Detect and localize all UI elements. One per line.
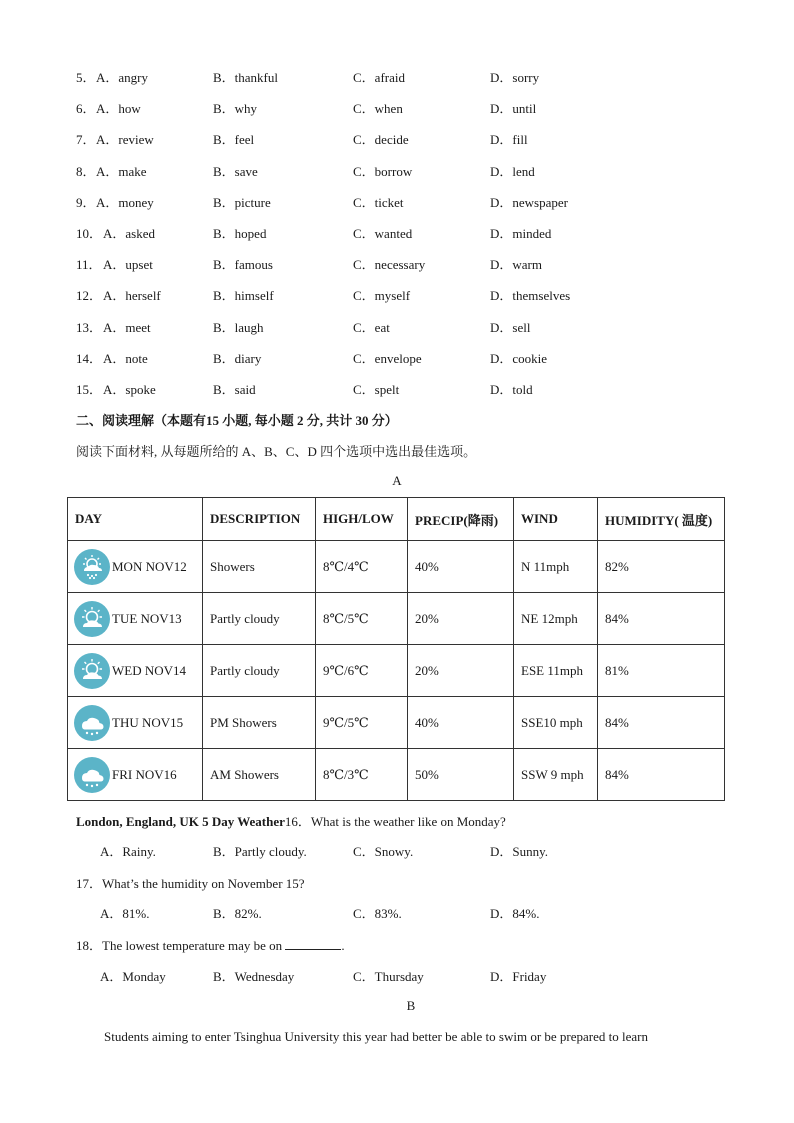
sun-cloud-rain-icon [74, 549, 110, 585]
humidity-cell: 81% [598, 645, 725, 697]
day-cell [68, 749, 203, 801]
option-c[interactable]: C．necessary [353, 257, 426, 273]
option-a[interactable]: A．herself [103, 288, 161, 304]
wind-cell: N 11mph [514, 541, 598, 593]
description-cell: AM Showers [203, 749, 316, 801]
question-row [76, 349, 636, 369]
cloud-rain-icon [74, 757, 110, 793]
option-d[interactable]: D．fill [490, 132, 528, 148]
question-row [76, 318, 636, 338]
option-a[interactable]: A．note [103, 350, 148, 366]
day-label: MON NOV12 [112, 558, 187, 574]
option-b[interactable]: B．laugh [213, 319, 264, 335]
weather-row [68, 697, 725, 749]
option-d[interactable]: D．warm [490, 257, 542, 273]
option-b[interactable]: B．diary [213, 350, 262, 366]
header-description: DESCRIPTION [203, 498, 316, 541]
weather-row [68, 541, 725, 593]
passage-b-text: Students aiming to enter Tsinghua University this year had better be able to swim or be prepared to learn [104, 1029, 648, 1044]
option-d[interactable]: D．sorry [490, 70, 540, 85]
weather-table-header [68, 498, 725, 541]
header-wind: WIND [514, 498, 598, 541]
option-b[interactable]: B．save [213, 163, 258, 179]
option-d[interactable]: D．sell [490, 319, 531, 335]
question-row [76, 68, 636, 88]
wind-cell: NE 12mph [514, 593, 598, 645]
option-a[interactable]: A．how [96, 101, 141, 117]
high-low-cell: 8℃/5℃ [316, 593, 408, 645]
humidity-cell: 84% [598, 593, 725, 645]
question-row [76, 193, 636, 213]
partly-cloudy-icon [74, 601, 110, 637]
partly-cloudy-icon [74, 653, 110, 689]
header-high-low: HIGH/LOW [316, 498, 408, 541]
option-d[interactable]: D．told [490, 382, 533, 397]
question-row [76, 99, 636, 119]
precip-cell: 40% [408, 541, 514, 593]
humidity-cell: 82% [598, 541, 725, 593]
option-a[interactable]: A．money [96, 194, 154, 210]
day-label: WED NOV14 [112, 662, 187, 678]
option-b[interactable]: B．feel [213, 132, 255, 148]
weather-row [68, 749, 725, 801]
precip-cell: 50% [408, 749, 514, 801]
header-humidity: HUMIDITY( 温度) [598, 498, 725, 541]
option-d[interactable]: D．lend [490, 163, 535, 179]
weather-row [68, 645, 725, 697]
q17-option-d[interactable]: D．84%. [490, 906, 540, 921]
question-number: 6． [76, 101, 96, 117]
option-b[interactable]: B．said [213, 382, 256, 397]
description-cell: Partly cloudy [203, 593, 316, 645]
option-a[interactable]: A．review [96, 132, 154, 148]
option-d[interactable]: D．newspaper [490, 194, 568, 210]
day-cell [68, 541, 203, 593]
precip-cell: 20% [408, 645, 514, 697]
option-c[interactable]: C．ticket [353, 194, 404, 210]
option-b[interactable]: B．hoped [213, 226, 267, 241]
question-number: 9． [76, 194, 96, 210]
wind-cell: SSE10 mph [514, 697, 598, 749]
q16-option-a[interactable]: A．Rainy. [100, 844, 156, 859]
question-row [76, 130, 636, 150]
question-number: 8． [76, 163, 96, 179]
day-cell [68, 593, 203, 645]
wind-cell: ESE 11mph [514, 645, 598, 697]
q18-option-b[interactable]: B．Wednesday [213, 969, 295, 984]
cloud-rain-icon [74, 705, 110, 741]
high-low-cell: 8℃/4℃ [316, 541, 408, 593]
q16-option-d[interactable]: D．Sunny. [490, 844, 549, 859]
header-precip: PRECIP(降雨) [408, 498, 514, 541]
option-a[interactable]: A．spoke [103, 382, 156, 397]
question-row [76, 286, 636, 306]
option-c[interactable]: C．envelope [353, 350, 422, 366]
question-number: 13． [76, 319, 103, 335]
question-row [76, 255, 636, 275]
option-c[interactable]: C．myself [353, 288, 411, 304]
question-number: 5． [76, 70, 96, 85]
description-cell: Showers [203, 541, 316, 593]
option-b[interactable]: B．famous [213, 257, 273, 273]
q17-stem: 17．What’s the humidity on November 15? [76, 876, 305, 891]
option-c[interactable]: C．borrow [353, 163, 413, 179]
precip-cell: 20% [408, 593, 514, 645]
weather-caption: London, England, UK 5 Day Weather [76, 814, 285, 829]
q17-option-b[interactable]: B．82%. [213, 906, 262, 921]
weather-table [67, 497, 725, 801]
option-d[interactable]: D．until [490, 101, 537, 117]
q18-blank [285, 937, 341, 950]
option-a[interactable]: A．upset [103, 257, 153, 273]
option-c[interactable]: C．eat [353, 319, 390, 335]
question-number: 7． [76, 132, 96, 148]
option-c[interactable]: C．spelt [353, 382, 400, 397]
q17-option-c[interactable]: C．83%. [353, 906, 402, 921]
option-d[interactable]: D．themselves [490, 288, 571, 304]
description-cell: PM Showers [203, 697, 316, 749]
question-row [76, 224, 636, 244]
section-instruction: 阅读下面材料, 从每题所给的 A、B、C、D 四个选项中选出最佳选项。 [76, 444, 477, 459]
day-label: TUE NOV13 [112, 610, 182, 626]
q17-option-a[interactable]: A．81%. [100, 906, 150, 921]
q16-stem: 16．What is the weather like on Monday? [284, 814, 506, 829]
humidity-cell: 84% [598, 697, 725, 749]
day-label: THU NOV15 [112, 714, 184, 730]
q16-option-b[interactable]: B．Partly cloudy. [213, 844, 307, 859]
q18-stem-end: . [341, 938, 345, 953]
option-b[interactable]: B．why [213, 101, 258, 117]
q18-option-d[interactable]: D．Friday [490, 969, 547, 984]
question-number: 10． [76, 226, 103, 241]
option-b[interactable]: B．picture [213, 194, 271, 210]
option-a[interactable]: A．make [96, 163, 147, 179]
header-day: DAY [68, 498, 203, 541]
description-cell: Partly cloudy [203, 645, 316, 697]
q16-option-c[interactable]: C．Snowy. [353, 844, 414, 859]
question-number: 15． [76, 382, 103, 397]
weather-row [68, 593, 725, 645]
option-b[interactable]: B．thankful [213, 70, 278, 85]
q18-stem: 18．The lowest temperature may be on [76, 938, 283, 953]
precip-cell: 40% [408, 697, 514, 749]
option-c[interactable]: C．when [353, 101, 403, 117]
option-c[interactable]: C．afraid [353, 70, 405, 85]
high-low-cell: 8℃/3℃ [316, 749, 408, 801]
option-d[interactable]: D．cookie [490, 350, 548, 366]
question-row [76, 162, 636, 182]
high-low-cell: 9℃/5℃ [316, 697, 408, 749]
question-number: 11． [76, 257, 102, 273]
wind-cell: SSW 9 mph [514, 749, 598, 801]
option-a[interactable]: A．angry [96, 70, 148, 85]
high-low-cell: 9℃/6℃ [316, 645, 408, 697]
option-d[interactable]: D．minded [490, 226, 552, 241]
q18-stem-line [76, 935, 345, 954]
question-row [76, 380, 636, 400]
section-title: 二、阅读理解（本题有15 小题, 每小题 2 分, 共计 30 分） [76, 413, 398, 428]
day-cell [68, 645, 203, 697]
weather-caption-and-q16 [76, 811, 506, 830]
option-a[interactable]: A．meet [103, 319, 151, 335]
q18-option-c[interactable]: C．Thursday [353, 969, 424, 984]
passage-label-b: B [406, 998, 416, 1013]
option-a[interactable]: A．asked [103, 226, 155, 241]
option-b[interactable]: B．himself [213, 288, 274, 304]
day-cell [68, 697, 203, 749]
passage-label-a: A [392, 473, 402, 488]
option-c[interactable]: C．wanted [353, 226, 413, 241]
option-c[interactable]: C．decide [353, 132, 409, 148]
question-number: 12． [76, 288, 103, 304]
question-number: 14． [76, 350, 103, 366]
q18-option-a[interactable]: A．Monday [100, 969, 166, 984]
day-label: FRI NOV16 [112, 766, 177, 782]
humidity-cell: 84% [598, 749, 725, 801]
